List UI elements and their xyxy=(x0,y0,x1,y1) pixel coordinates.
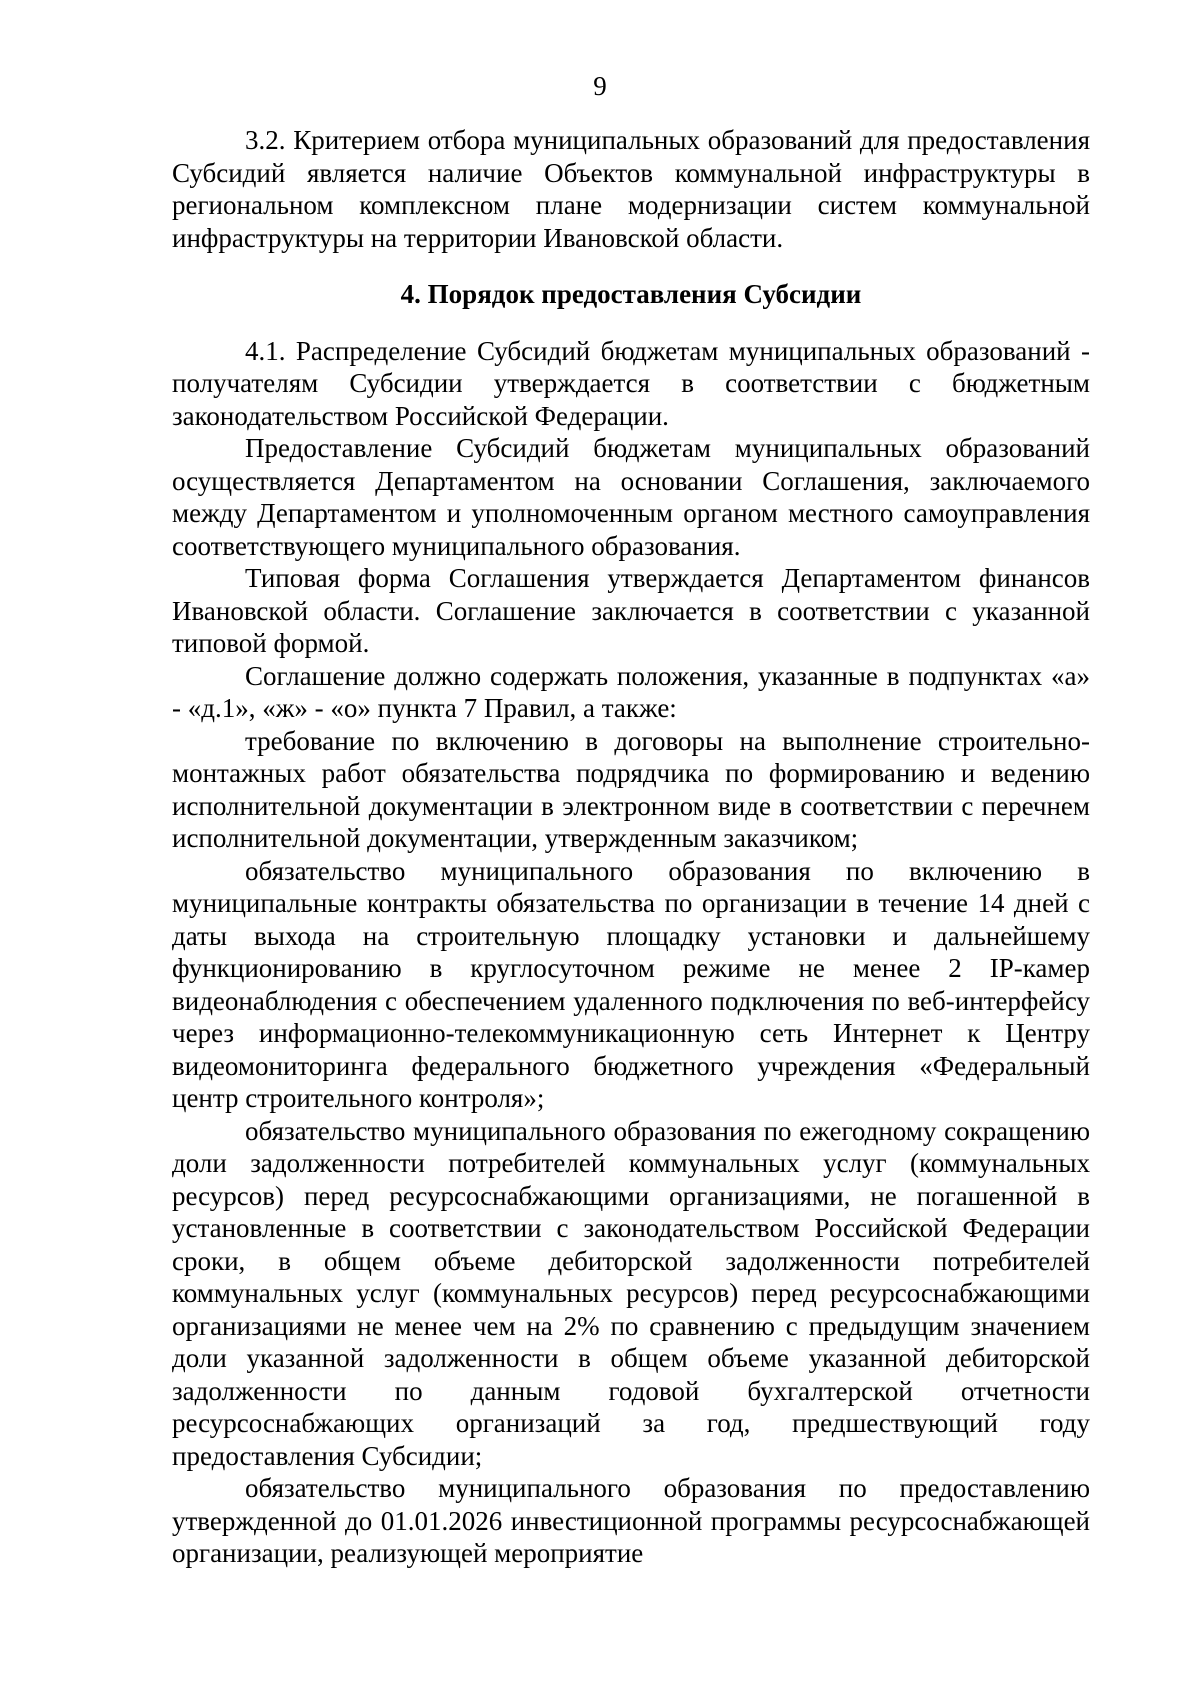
page-number: 9 xyxy=(593,71,607,101)
section-heading: 4. Порядок предоставления Субсидии xyxy=(400,279,862,309)
list-item: обязательство муниципального образования по ежегодному сокращению доли задолженности потребителей коммунальных услуг (коммунальных ресурсов) перед ресурсоснабжающими организациями, не погашенной в установленные в соответствии с законодательством Российской Федерации сроки, в общем объеме дебиторской задолженности потребителей коммунальных услуг (коммунальных ресурсов) перед ресурсоснабжающими организациями не менее чем на 2% по сравнению с предыдущим значением доли указанной задолженности в общем объеме указанной дебиторской задолженности по данным годовой бухгалтерской отчетности ресурсоснабжающих организаций за год, предшествующий году предоставления Субсидии; xyxy=(172,1115,1090,1471)
paragraph: Соглашение должно содержать положения, указанные в подпунктах «а» - «д.1», «ж» - «о» пункта 7 Правил, а также: xyxy=(172,660,1090,723)
paragraph: Предоставление Субсидий бюджетам муниципальных образований осуществляется Департаментом на основании Соглашения, заключаемого между Департаментом и уполномоченным органом местного самоуправления соответствующего муниципального образования. xyxy=(172,433,1090,561)
paragraph-4-1: 4.1. Распределение Субсидий бюджетам муниципальных образований - получателям Субсидии утверждается в соответствии с бюджетным законодательством Российской Федерации. xyxy=(172,335,1090,431)
paragraph-3-2: 3.2. Критерием отбора муниципальных образований для предоставления Субсидий является наличие Объектов коммунальной инфраструктуры в региональном комплексном плане модернизации систем коммунальной инфраструктуры на территории Ивановской области. xyxy=(172,125,1090,253)
list-item: обязательство муниципального образования по включению в муниципальные контракты обязательства по организации в течение 14 дней с даты выхода на строительную площадку установки и дальнейшему функционированию в круглосуточном режиме не менее 2 IP-камер видеонаблюдения с обеспечением удаленного подключения по веб-интерфейсу через информационно-телекоммуникационную сеть Интернет к Центру видеомониторинга федерального бюджетного учреждения «Федеральный центр строительного контроля»; xyxy=(172,855,1090,1113)
list-item: обязательство муниципального образования по предоставлению утвержденной до 01.01.2026 инвестиционной программы ресурсоснабжающей организации, реализующей мероприятие xyxy=(172,1473,1090,1568)
list-item: требование по включению в договоры на выполнение строительно-монтажных работ обязательства подрядчика по формированию и ведению исполнительной документации в электронном виде в соответствии с перечнем исполнительной документации, утвержденным заказчиком; xyxy=(172,725,1090,853)
document-body xyxy=(172,124,1090,1570)
paragraph: Типовая форма Соглашения утверждается Департаментом финансов Ивановской области. Соглашение заключается в соответствии с указанной типовой формой. xyxy=(172,563,1090,658)
